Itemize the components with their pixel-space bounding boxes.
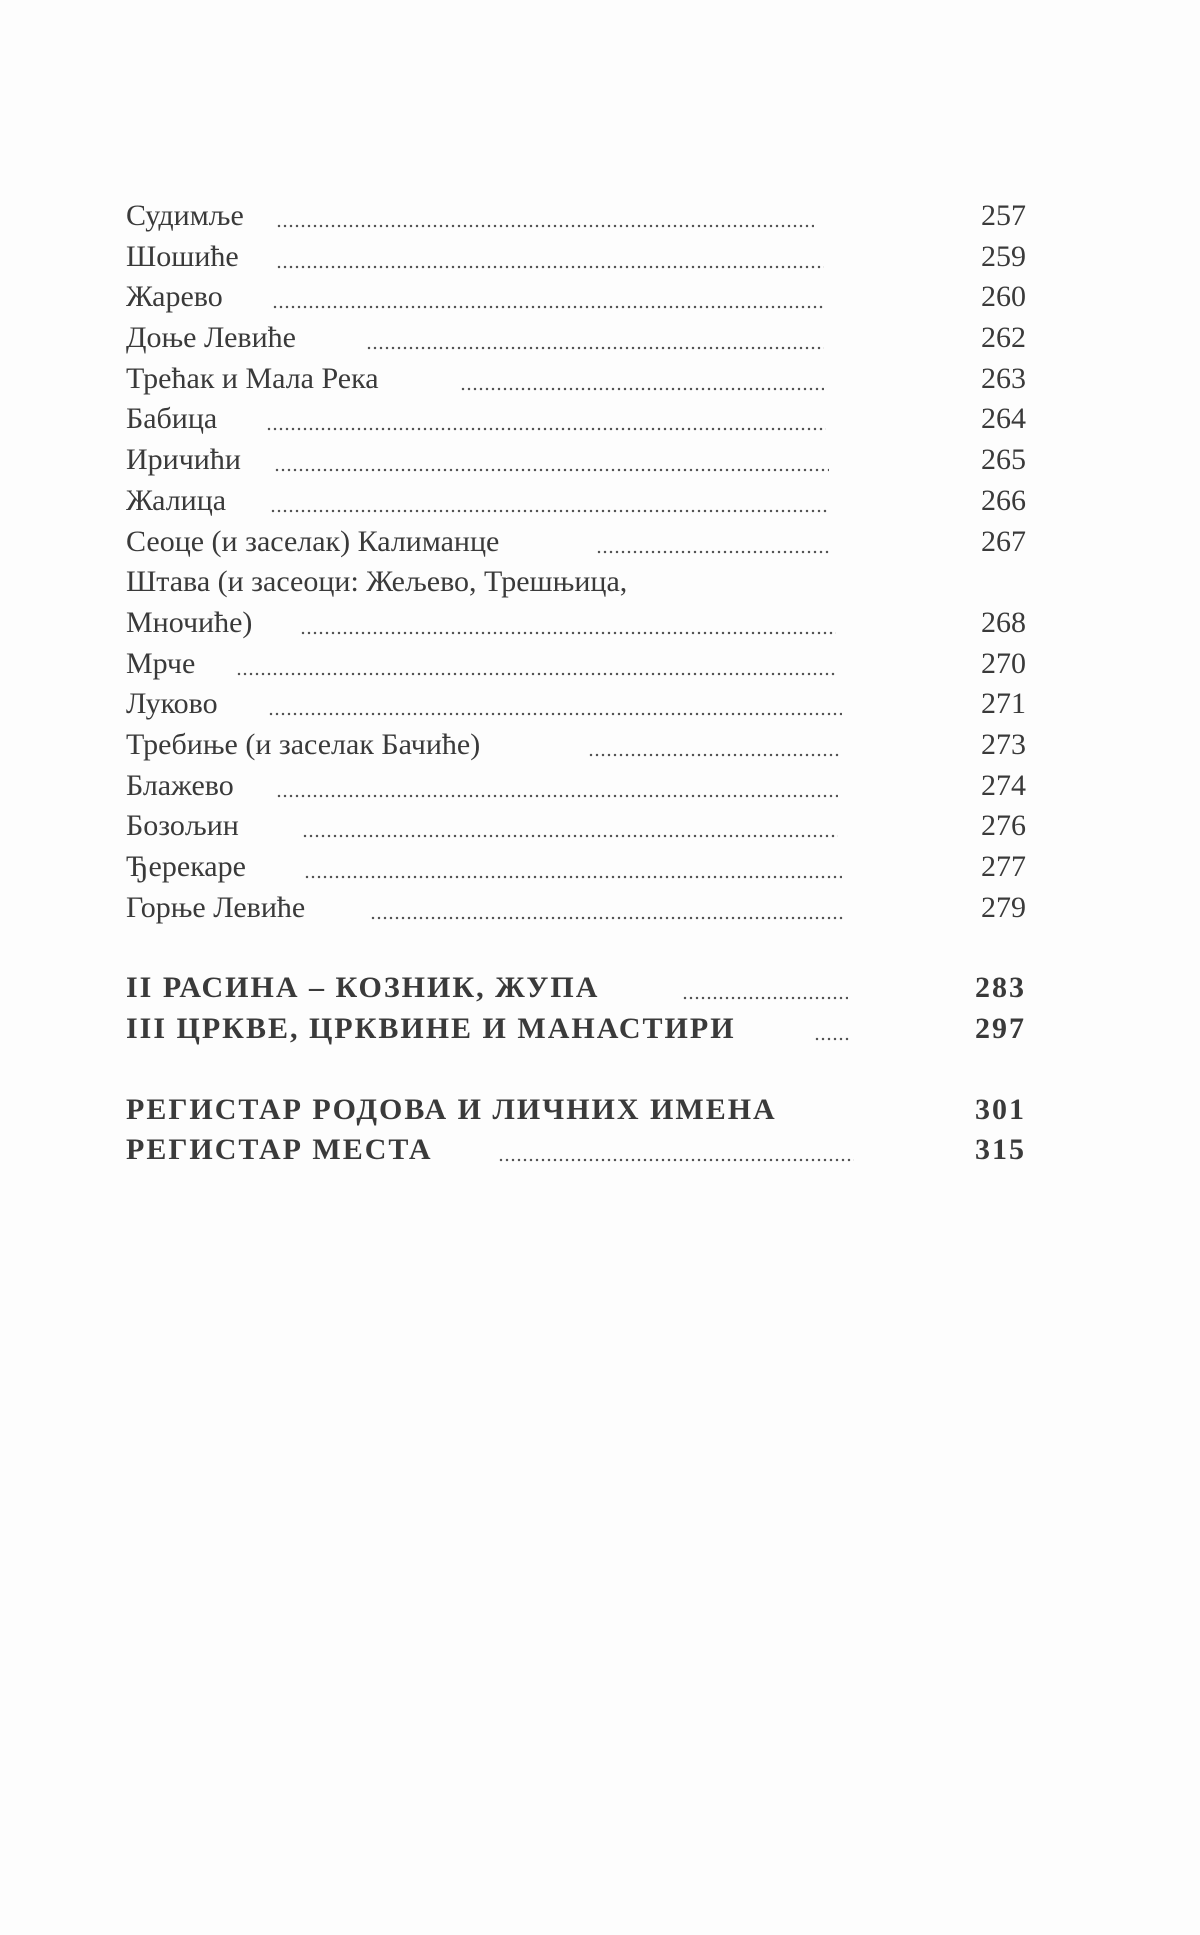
- toc-entry-title: Жалица: [126, 483, 227, 517]
- toc-entry: [126, 562, 1026, 603]
- toc-entry-title: Блажево: [126, 768, 234, 802]
- dot-leader: [498, 1130, 854, 1171]
- toc-entry: [126, 888, 1026, 929]
- dot-leader: [366, 318, 824, 359]
- toc-register: [126, 1130, 1026, 1171]
- toc-entry: [126, 644, 1026, 685]
- dot-leader: [268, 684, 842, 725]
- dot-leader: [302, 806, 838, 847]
- dot-leader: [236, 644, 836, 685]
- toc-entry-page: 273: [981, 727, 1026, 761]
- toc-entry-title: Мночиће): [126, 605, 253, 639]
- toc-entry: [126, 481, 1026, 522]
- dot-leader: [304, 847, 842, 888]
- toc-entry-title: Ђерекаре: [126, 850, 246, 883]
- toc-entry: [126, 359, 1026, 400]
- toc-entry-page: 274: [981, 768, 1026, 802]
- toc-entry-title: Штава (и засеоци: Жељево, Трешњица,: [126, 565, 628, 599]
- toc-entry-title: Шошиће: [126, 239, 239, 273]
- toc-entry-page: 266: [981, 483, 1026, 517]
- toc-section-page: 283: [975, 971, 1026, 1005]
- toc-entry-title: Бабица: [126, 402, 218, 436]
- table-of-contents: [126, 196, 1026, 1171]
- toc-entry-page: 260: [981, 280, 1026, 314]
- toc-entry-title: Иричићи: [126, 443, 241, 477]
- toc-entry-page: 263: [981, 361, 1026, 395]
- toc-entry-page: 270: [981, 646, 1026, 680]
- toc-entry: [126, 440, 1026, 481]
- toc-entry-page: 265: [981, 443, 1026, 477]
- toc-register-page: 301: [975, 1092, 1026, 1126]
- toc-entry-title: Требиње (и заселак Бачиће): [126, 727, 481, 761]
- toc-entry: [126, 277, 1026, 318]
- toc-entry: [126, 847, 1026, 888]
- toc-register-title: РЕГИСТАР МЕСТА: [126, 1133, 433, 1167]
- toc-entry-title: Судимље: [126, 199, 244, 232]
- dot-leader: [276, 766, 838, 807]
- toc-register-page: 315: [975, 1133, 1026, 1167]
- toc-register: [126, 1090, 1026, 1131]
- toc-entry-page: 268: [981, 605, 1026, 639]
- dot-leader: [266, 399, 826, 440]
- dot-leader: [276, 237, 824, 278]
- toc-section-title: II РАСИНА – КОЗНИК, ЖУПА: [126, 971, 600, 1005]
- toc-entry-page: 264: [981, 402, 1026, 436]
- toc-entry-title: Горње Левиће: [126, 890, 306, 924]
- toc-entry-title: Сеоце (и заселак) Калиманце: [126, 524, 500, 558]
- toc-entry-page: 259: [981, 239, 1026, 273]
- dot-leader: [682, 968, 848, 1009]
- toc-entry-page: 257: [981, 199, 1026, 232]
- section-gap: [126, 928, 1026, 968]
- toc-entry: [126, 237, 1026, 278]
- toc-entry-page: 276: [981, 809, 1026, 843]
- toc-entry-page: 279: [981, 890, 1026, 924]
- toc-entry: [126, 725, 1026, 766]
- dot-leader: [814, 1009, 850, 1050]
- toc-entry: [126, 684, 1026, 725]
- dot-leader: [460, 359, 824, 400]
- toc-entry-title: Луково: [126, 687, 218, 721]
- dot-leader: [270, 481, 829, 522]
- toc-register-title: РЕГИСТАР РОДОВА И ЛИЧНИХ ИМЕНА: [126, 1092, 777, 1126]
- dot-leader: [272, 277, 824, 318]
- toc-section: [126, 968, 1026, 1009]
- section-gap: [126, 1050, 1026, 1090]
- toc-entry: [126, 766, 1026, 807]
- dot-leader: [588, 725, 840, 766]
- dot-leader: [370, 888, 844, 929]
- toc-entry-title: Трећак и Мала Река: [126, 361, 379, 395]
- toc-entry: [126, 603, 1026, 644]
- toc-entry: [126, 318, 1026, 359]
- toc-entry-page: 262: [981, 321, 1026, 355]
- dot-leader: [596, 522, 831, 563]
- toc-entry: [126, 806, 1026, 847]
- dot-leader: [274, 440, 829, 481]
- toc-section-page: 297: [975, 1012, 1026, 1046]
- toc-entry-title: Доње Левиће: [126, 321, 296, 355]
- toc-entry-title: Бозољин: [126, 809, 239, 843]
- toc-entry: [126, 522, 1026, 563]
- toc-entry-page: 271: [981, 687, 1026, 721]
- dot-leader: [276, 196, 814, 237]
- toc-entry: [126, 196, 1026, 237]
- toc-entry-page: 267: [981, 524, 1026, 558]
- toc-section-title: III ЦРКВЕ, ЦРКВИНЕ И МАНАСТИРИ: [126, 1012, 736, 1046]
- toc-entry-page: 277: [981, 850, 1026, 883]
- dot-leader: [300, 603, 836, 644]
- toc-entry: [126, 399, 1026, 440]
- toc-entry-title: Жарево: [126, 280, 223, 314]
- toc-section: [126, 1009, 1026, 1050]
- toc-entry-title: Мрче: [126, 646, 196, 680]
